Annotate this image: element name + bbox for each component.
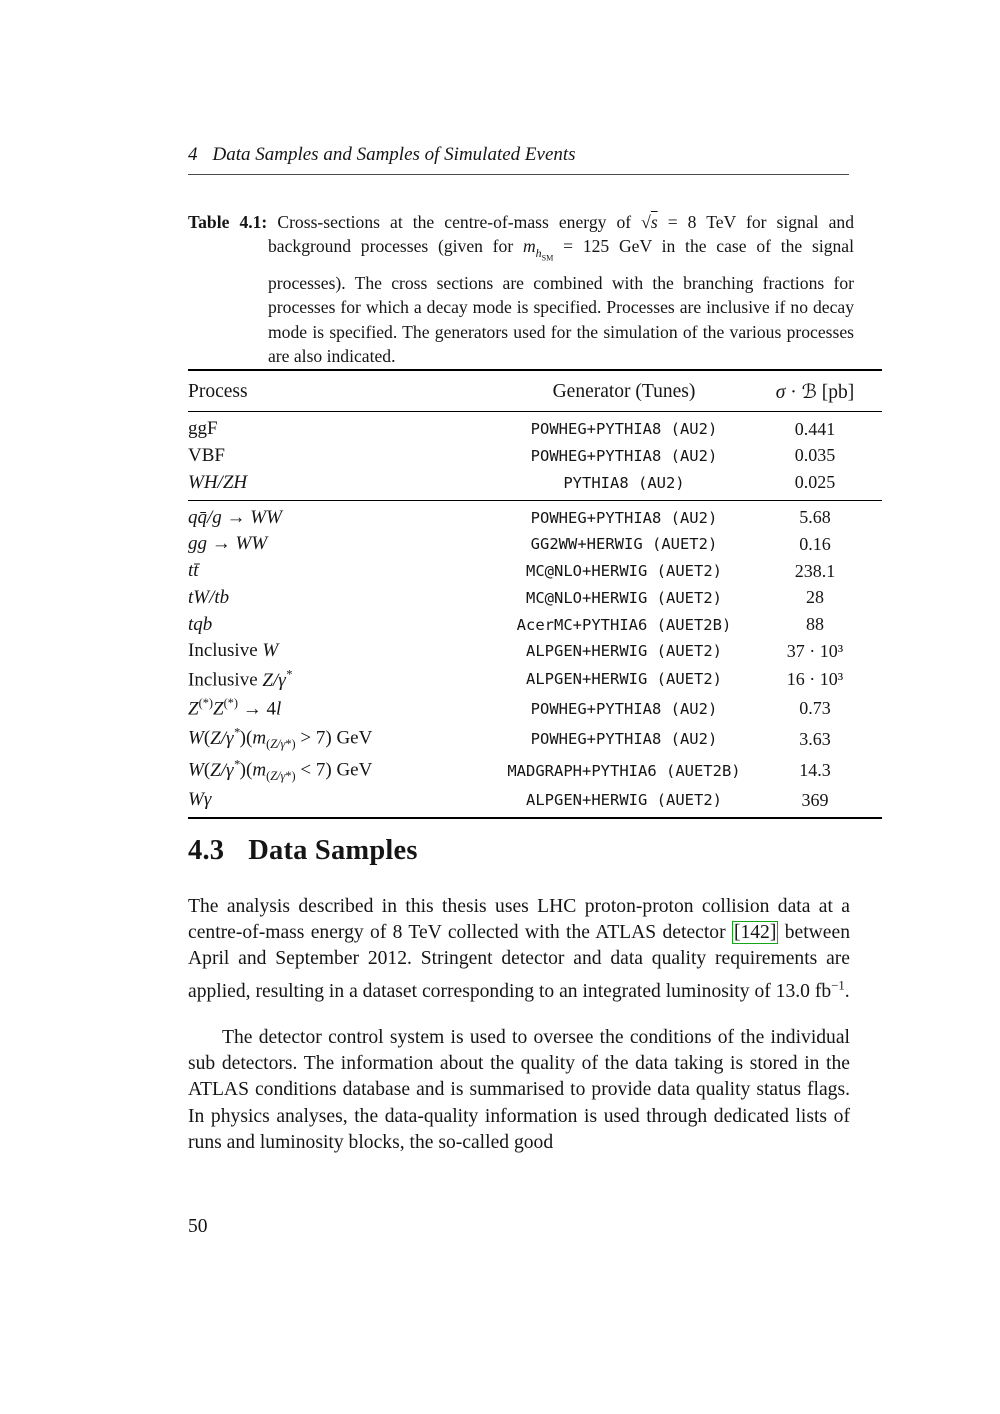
generator-cell: MC@NLO+HERWIG (AUET2): [526, 588, 722, 607]
table-row-inclusive-z: [188, 665, 882, 694]
value-cell: 0.035: [794, 445, 836, 466]
cross-section-table-container: [188, 369, 882, 819]
table-row-tw-tb: [188, 585, 882, 612]
table-row-whzh: [188, 469, 882, 500]
paragraph-text: between April and September 2012. Stringent detector and data quality requirements are applied, resulting in a dataset corresponding to an integrated luminosity of 13.0 $fb^{-1}$.: [188, 922, 850, 1003]
table-row-ttbar: [188, 558, 882, 585]
section-heading: [188, 835, 418, 867]
table-row-wz-lt7: [188, 755, 882, 787]
table-row-gg-ww: [188, 531, 882, 558]
table-row-tqb: [188, 611, 882, 638]
generator-cell: POWHEG+PYTHIA8 (AU2): [530, 420, 718, 438]
process-cell: tt̄: [188, 560, 199, 582]
running-header-chapter-number: 4: [188, 144, 198, 165]
value-cell: 14.3: [799, 760, 831, 781]
table-row-vbf: [188, 442, 882, 469]
process-cell: Wγ: [188, 789, 212, 811]
value-cell: 0.73: [799, 698, 831, 719]
generator-cell: POWHEG+PYTHIA8 (AU2): [530, 446, 718, 465]
value-cell: 238.1: [794, 560, 836, 581]
value-cell: 5.68: [799, 507, 831, 528]
value-cell: 37 · 10³: [786, 640, 844, 661]
header-process: Process: [188, 370, 500, 412]
process-cell: Z(*)Z(*) → 4l: [188, 696, 282, 720]
value-cell: 0.16: [799, 533, 831, 554]
table-row-zz-4l: [188, 694, 882, 723]
generator-cell: MC@NLO+HERWIG (AUET2): [526, 562, 722, 581]
paragraph-text: The analysis described in this thesis uses LHC proton-proton collision data at a centre-of-mass energy of 8 TeV collected with the ATLAS detector: [188, 896, 850, 944]
table-row-wz-gt7: [188, 723, 882, 755]
generator-cell: GG2WW+HERWIG (AUET2): [530, 535, 718, 554]
citation-link-142[interactable]: [142]: [733, 922, 777, 944]
cross-section-table: [188, 369, 882, 819]
value-cell: 28: [806, 587, 824, 608]
generator-cell: ALPGEN+HERWIG (AUET2): [526, 791, 722, 810]
value-cell: 0.441: [794, 418, 836, 439]
generator-cell: PYTHIA8 (AU2): [500, 469, 748, 500]
process-cell: VBF: [188, 444, 225, 466]
table-row-qq-ww: [188, 500, 882, 531]
table-header-row: [188, 370, 882, 412]
process-cell: $W(Z/\gamma^*)(m_{(Z/\gamma*)} > 7)$ GeV: [188, 725, 373, 752]
section-number: 4.3: [188, 835, 225, 866]
generator-cell: POWHEG+PYTHIA8 (AU2): [530, 508, 718, 527]
value-cell: 0.025: [748, 469, 882, 500]
background-rows-group: [188, 500, 882, 818]
value-cell: 369: [801, 789, 829, 810]
process-cell: WH/ZH: [188, 469, 500, 500]
process-cell: qq̄/g → WW: [188, 506, 282, 528]
generator-cell: ALPGEN+HERWIG (AUET2): [526, 642, 722, 661]
section-title: Data Samples: [248, 835, 418, 866]
process-cell: Inclusive Z/γ*: [188, 667, 292, 691]
table-caption-text: Cross-sections at the centre-of-mass energy of √s = 8 TeV for signal and background processes (given for $m_{h_{SM}} = 125$ GeV in the case of the signal processes). The cross sections are combined with the branching fractions for processes for which a decay mode is specified. Processes are inclusive if no decay mode is specified. The generators used for the simulation of the various processes are also indicated.: [267, 212, 855, 366]
header-cross-section: σ · ℬ [pb]: [748, 370, 882, 412]
generator-cell: MADGRAPH+PYTHIA6 (AUET2B): [507, 761, 741, 780]
process-cell: Inclusive W: [188, 640, 279, 662]
process-cell: ggF: [188, 418, 218, 439]
process-cell: $W(Z/\gamma^*)(m_{(Z/\gamma*)} < 7)$ GeV: [188, 757, 373, 784]
table-caption-label: Table 4.1:: [188, 212, 268, 232]
running-header-title: Data Samples and Samples of Simulated Events: [212, 144, 576, 165]
process-cell: tqb: [188, 613, 213, 635]
body-paragraph-1: [188, 894, 850, 1005]
table-caption: [188, 210, 854, 368]
generator-cell: ALPGEN+HERWIG (AUET2): [526, 670, 722, 689]
table-row-wgamma: [188, 787, 882, 818]
value-cell: 88: [806, 614, 824, 635]
table-row-ggf: [188, 412, 882, 443]
value-cell: 16 · 10³: [786, 668, 844, 689]
page-number: 50: [188, 1216, 208, 1237]
body-paragraph-2: The detector control system is used to oversee the conditions of the individual sub detectors. The information about the quality of the data taking is stored in the ATLAS conditions database and is summarised to provide data quality status flags. In physics analyses, the data-quality information is used through dedicated lists of runs and luminosity blocks, the so-called good: [188, 1027, 850, 1153]
header-generator: Generator (Tunes): [500, 370, 748, 412]
value-cell: 3.63: [799, 728, 831, 749]
generator-cell: POWHEG+PYTHIA8 (AU2): [530, 730, 718, 749]
process-cell: gg → WW: [188, 533, 268, 555]
generator-cell: AcerMC+PYTHIA6 (AUET2B): [516, 615, 732, 634]
process-cell: tW/tb: [188, 586, 230, 608]
signal-rows-group: [188, 412, 882, 501]
generator-cell: POWHEG+PYTHIA8 (AU2): [530, 699, 718, 718]
table-row-inclusive-w: [188, 638, 882, 665]
running-header: [188, 144, 849, 175]
